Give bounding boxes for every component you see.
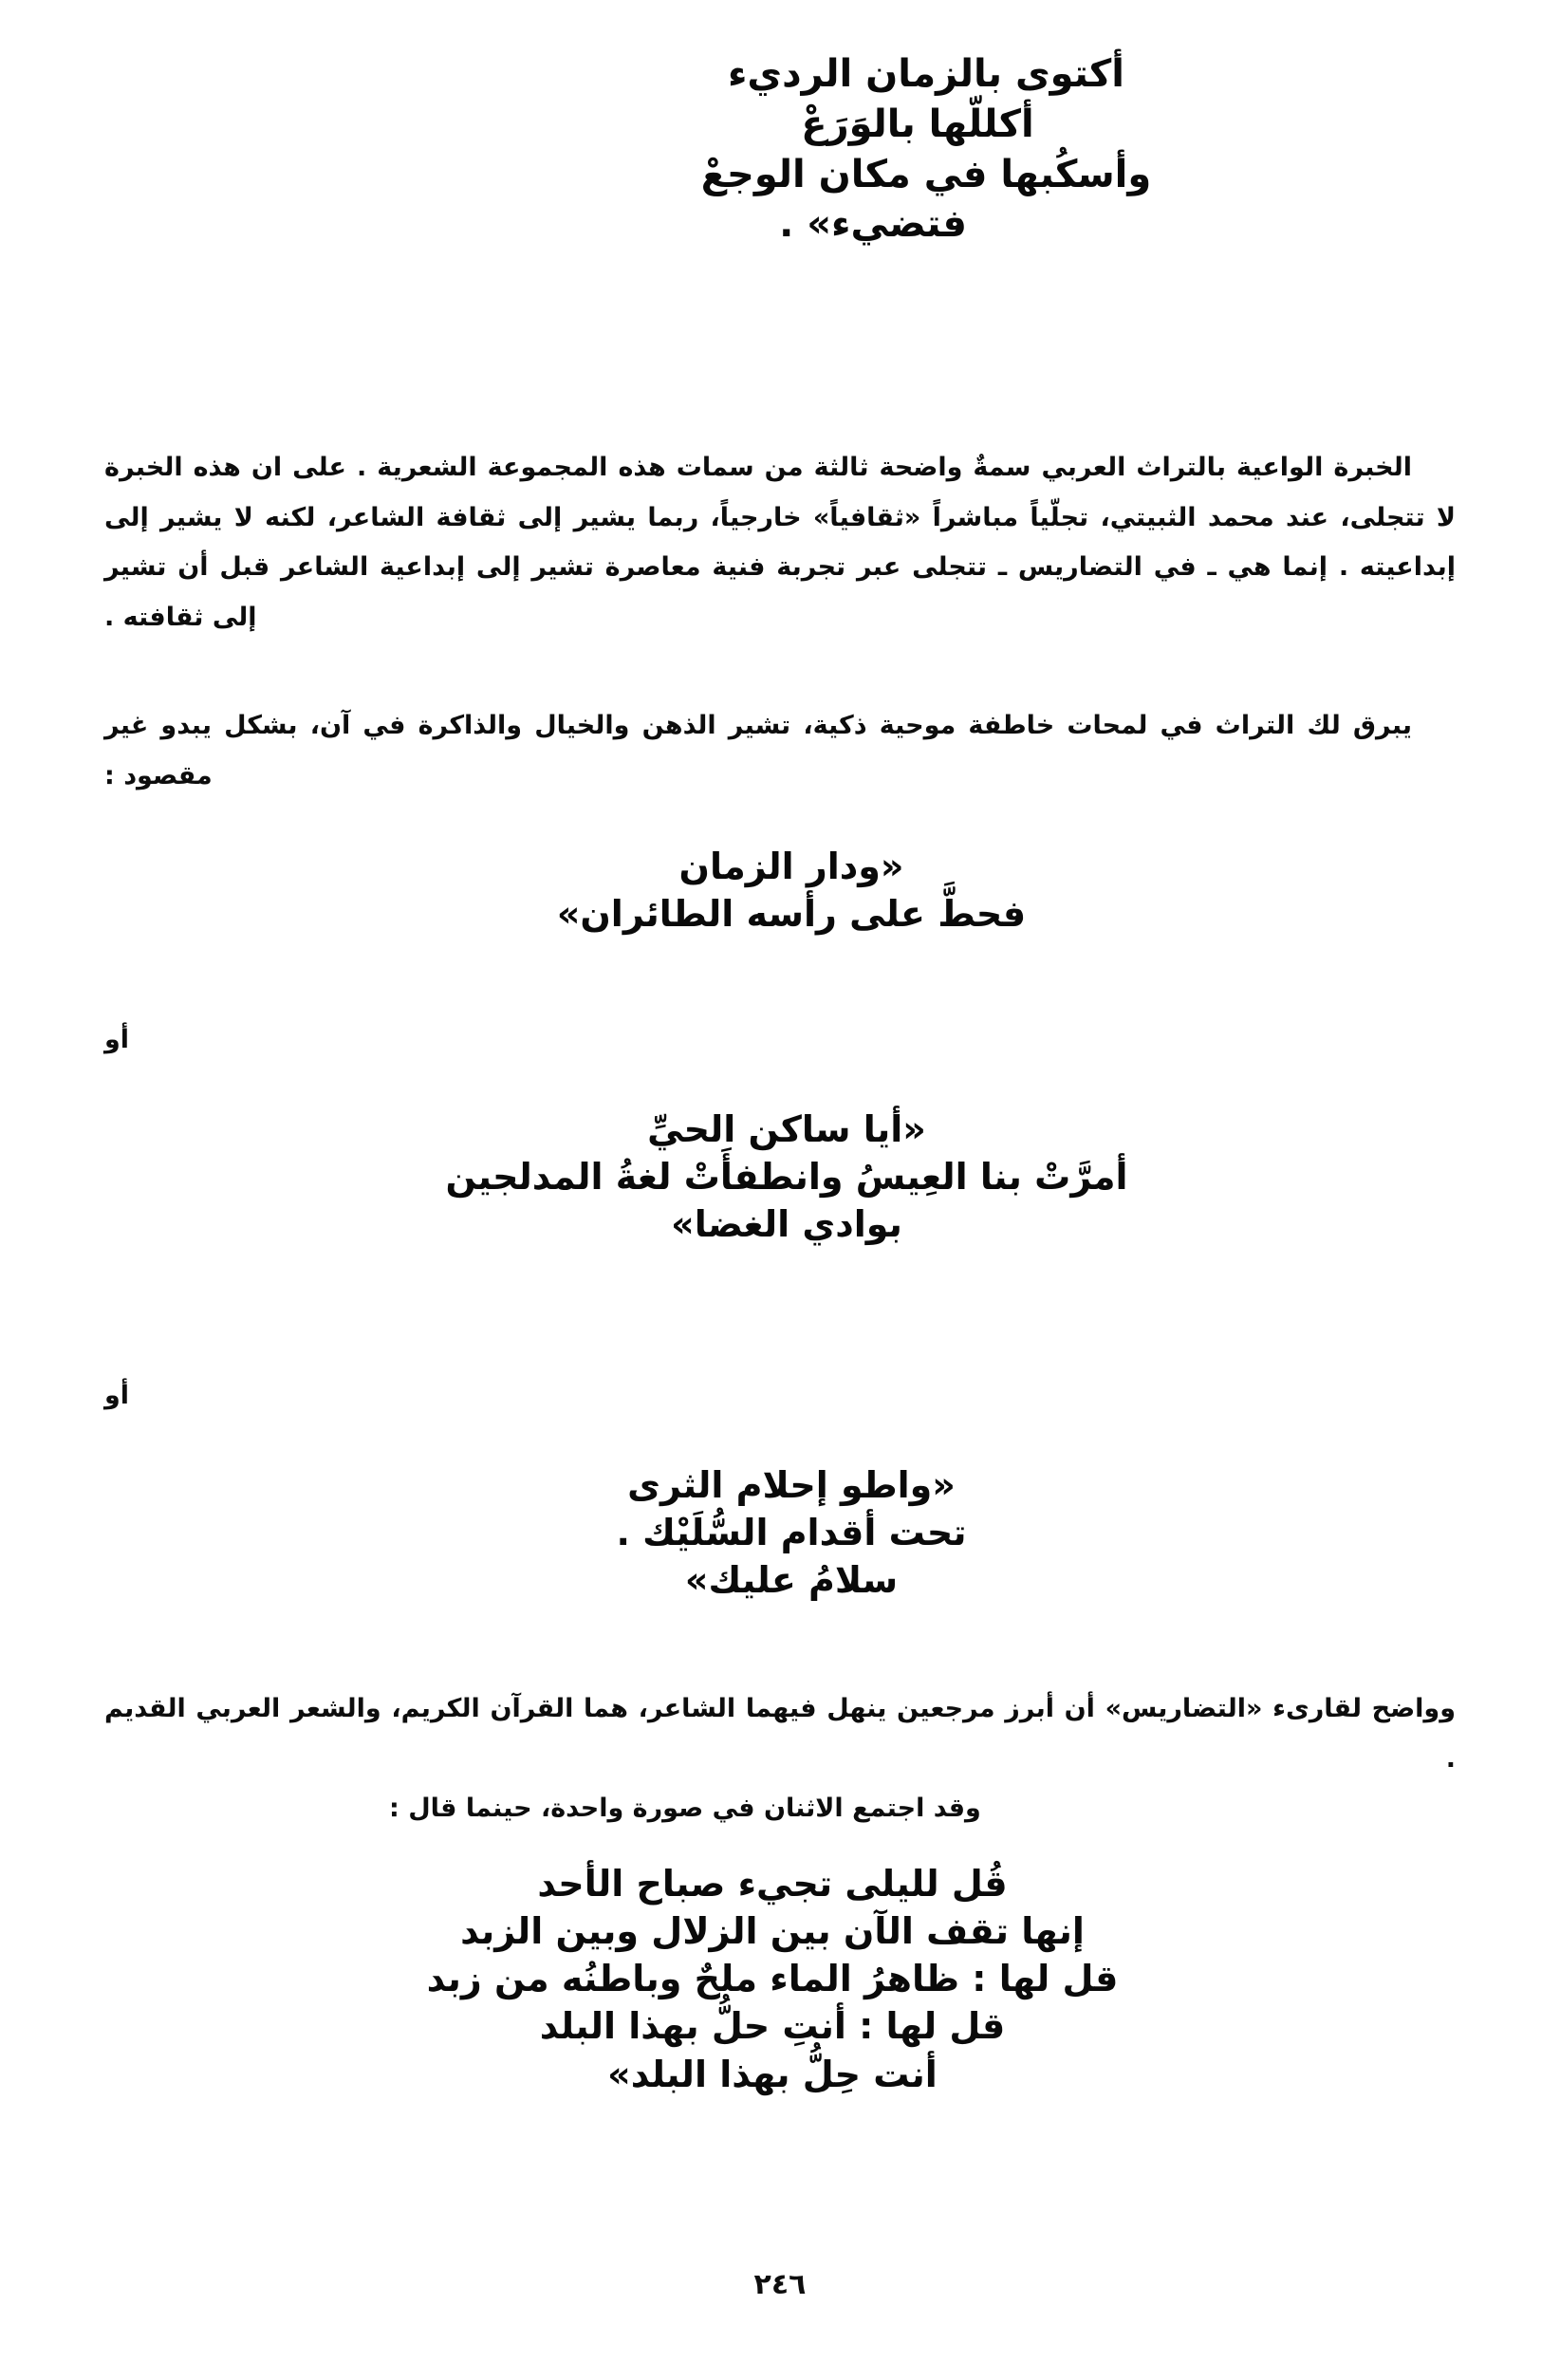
verse-line: تحت أقدام السُّلَيْك .	[616, 1512, 967, 1554]
body-paragraph-1: الخبرة الواعية بالتراث العربي سمةٌ واضحة ثالثة من سمات هذه المجموعة الشعرية . على ان هذه الخبرة لا تتجلى، عند محمد الثبيتي، تجلّياً مباشراً «ثقافياً» خارجياً، ربما يشير إلى ثقافة الشاعر، لكنه لا يشير إلى إبداعيته . إنما هي ـ في التضاريس ـ تتجلى عبر تجربة فنية معاصرة تشير إلى إبداعية الشاعر قبل أن تشير إلى ثقافته .	[104, 453, 1456, 632]
verse-line: فحطَّ على رأسه الطائران»	[556, 893, 1027, 936]
verse-quote-qul-lillayl	[364, 1860, 1180, 2098]
verse-line: سلامُ عليك»	[684, 1559, 899, 1602]
body-paragraph-2: يبرق لك التراث في لمحات خاطفة موحية ذكية، تشير الذهن والخيال والذاكرة في آن، بشكل يبدو غير مقصود :	[104, 711, 1412, 790]
verse-line: قُل لليلى تجيء صباح الأحد	[537, 1863, 1008, 1905]
opening-verse-quote	[594, 49, 1258, 250]
verse-quote-saakin-alhay	[298, 1106, 1275, 1248]
verse-line: أنت حِلُّ بهذا البلد»	[607, 2053, 938, 2095]
verse-quote-dar-alzaman	[459, 843, 1124, 938]
body-paragraph-3-line-2: وقد اجتمع الاثنان في صورة واحدة، حينما قال :	[389, 1794, 981, 1824]
verse-quote-ahlam-althara	[459, 1461, 1124, 1604]
verse-line: فتضيء» .	[779, 202, 967, 247]
verse-line: وأسكُبها في مكان الوجعْ	[700, 152, 1152, 196]
verse-line: بوادي الغضا»	[671, 1203, 902, 1246]
verse-line: إنها تقف الآن بين الزلال وبين الزبد	[460, 1910, 1085, 1953]
verse-line: أكللّها بالوَرَعْ	[801, 102, 1034, 146]
connector-or-2: أو	[104, 1381, 130, 1410]
verse-line: «أيا ساكن الحيِّ	[647, 1108, 926, 1150]
verse-line: قل لها : ظاهرُ الماء ملحٌ وباطنُه من زبد	[426, 1958, 1119, 2000]
verse-line: قل لها : أنتِ حلُّ بهذا البلد	[539, 2005, 1006, 2048]
verse-line: «ودار الزمان	[678, 846, 904, 887]
verse-line: «واطو إحلام الثرى	[627, 1464, 956, 1506]
page-number: ٢٤٦	[753, 2268, 807, 2301]
body-paragraph-3-line-1: وواضح لقارىء «التضاريس» أن أبرز مرجعين ينهل فيهما الشاعر، هما القرآن الكريم، والشعر العربي القديم .	[104, 1694, 1456, 1774]
verse-line: أمرَّتْ بنا العِيسُ وانطفأَتْ لغةُ المدلجين	[445, 1156, 1128, 1199]
verse-line: أكتوى بالزمان الرديء	[727, 52, 1124, 96]
body-paragraph-3	[104, 1684, 1456, 1834]
connector-or-1: أو	[104, 1025, 130, 1054]
